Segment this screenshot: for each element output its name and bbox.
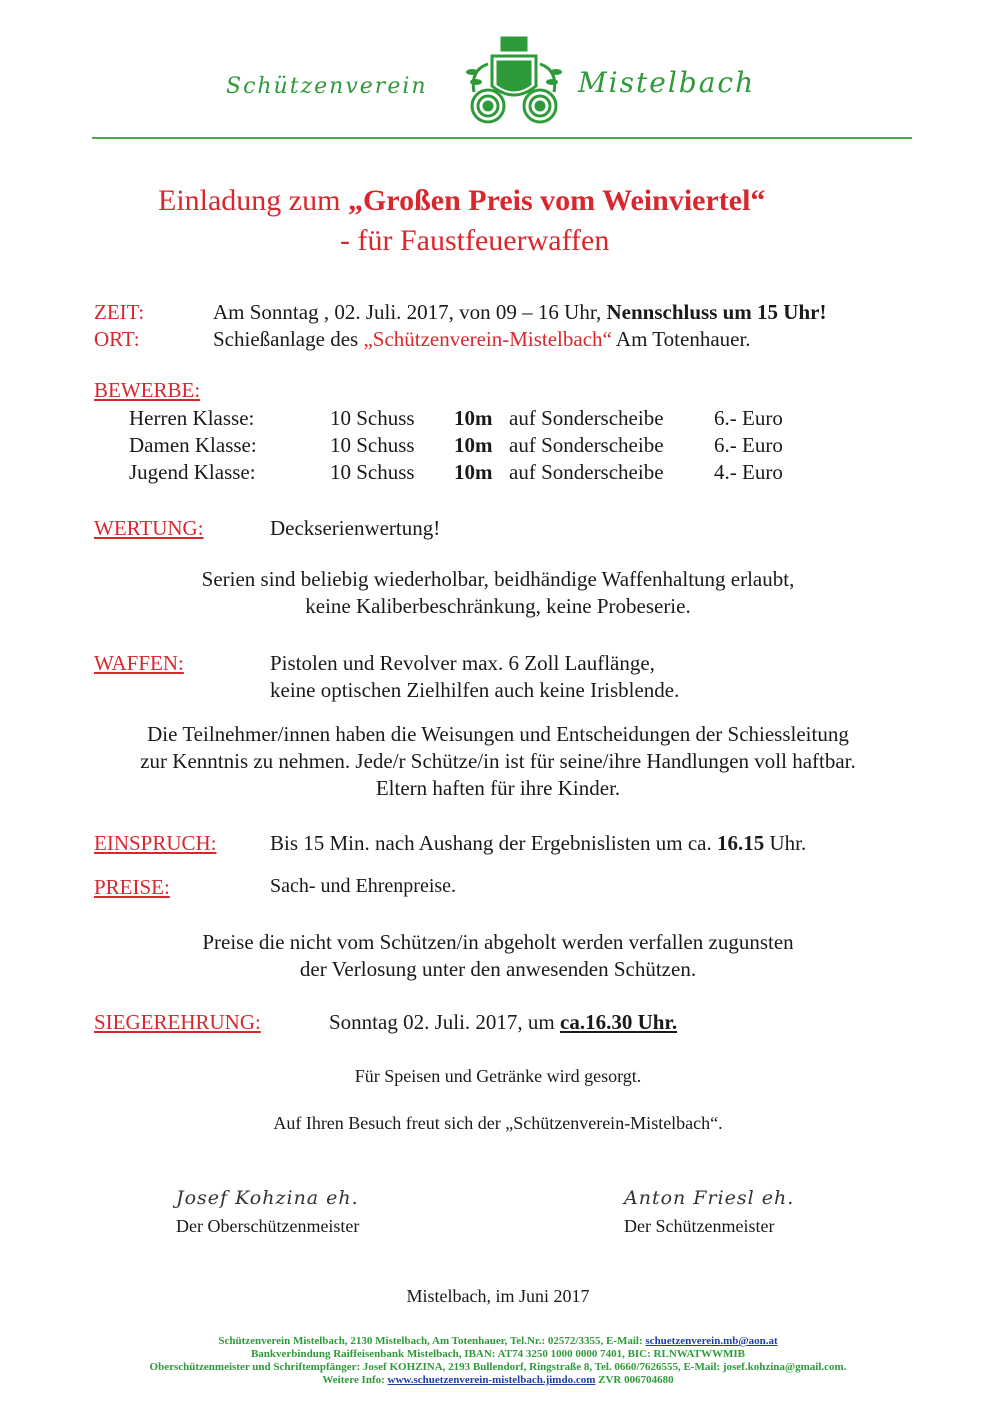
zeit-label: ZEIT: [94, 300, 145, 324]
bewerb-schuss: 10 Schuss [330, 460, 415, 484]
bewerb-scheibe: auf Sonderscheibe [509, 460, 664, 484]
bewerb-klasse: Herren Klasse: [129, 406, 255, 430]
siegerehrung-date: Sonntag 02. Juli. 2017, um [329, 1010, 561, 1034]
signature-right: Anton Friesl eh. [624, 1187, 795, 1209]
zeit-nennschluss: Nennschluss um 15 Uhr! [606, 300, 827, 324]
waffen-line-1: Pistolen und Revolver max. 6 Zoll Lauflänge, [270, 651, 655, 675]
footer-line-2: Bankverbindung Raiffeisenbank Mistelbach, IBAN: AT74 3250 1000 0000 7401, BIC: RLNWATWWMIB [250, 1348, 746, 1360]
preise-text: Sach- und Ehrenpreise. [270, 875, 457, 897]
footer-info-prefix: Weitere Info: [322, 1374, 388, 1386]
signature-left: Josef Kohzina eh. [176, 1187, 359, 1209]
wertung-note-1: Serien sind beliebig wiederholbar, beidhändige Waffenhaltung erlaubt, [201, 567, 795, 591]
footer-line-1 [0, 1335, 996, 1347]
siegerehrung-text [329, 1010, 677, 1035]
bewerb-distanz: 10m [454, 460, 493, 484]
bewerb-scheibe: auf Sonderscheibe [509, 433, 664, 457]
ort-pre: Schießanlage des [213, 327, 364, 351]
signature-right-title: Der Schützenmeister [624, 1216, 775, 1236]
zeit-text [213, 300, 826, 325]
preise-note-2: der Verlosung unter den anwesenden Schützen. [299, 957, 697, 981]
signature-left-title: Der Oberschützenmeister [176, 1216, 360, 1236]
invitation-subtitle: - für Faustfeuerwaffen [340, 224, 610, 257]
bewerb-scheibe: auf Sonderscheibe [509, 406, 664, 430]
einspruch-post: Uhr. [764, 831, 807, 855]
footer-zvr: ZVR 006704680 [595, 1374, 674, 1386]
bewerb-klasse: Jugend Klasse: [129, 460, 256, 484]
wertung-note-2: keine Kaliberbeschränkung, keine Probeserie. [305, 594, 691, 618]
einspruch-main: Bis 15 Min. nach Aushang der Ergebnislisten um ca. [270, 831, 717, 855]
invitation-title [158, 184, 765, 218]
besuch-text: Auf Ihren Besuch freut sich der „Schützenverein-Mistelbach“. [273, 1113, 723, 1133]
speisen-text: Für Speisen und Getränke wird gesorgt. [354, 1066, 642, 1086]
einspruch-text [270, 831, 806, 856]
letterhead-divider [92, 137, 912, 139]
ort-post: Am Totenhauer. [611, 327, 751, 351]
footer-email-link[interactable]: schuetzenverein.mb@aon.at [645, 1335, 778, 1347]
wertung-label: WERTUNG: [94, 516, 204, 540]
einspruch-label: EINSPRUCH: [94, 831, 217, 855]
letterhead-left: Schützenverein [226, 74, 428, 99]
bewerb-preis: 6.- Euro [714, 433, 783, 457]
bewerb-distanz: 10m [454, 433, 493, 457]
footer-line-3: Oberschützenmeister und Schriftempfänger: Josef KOHZINA, 2193 Bullendorf, Ringstraße 8, Tel. 0660/7626555, E-Mail: josef.kohzina@gmail.com. [149, 1361, 847, 1373]
footer-line-4 [0, 1374, 996, 1386]
bewerb-schuss: 10 Schuss [330, 406, 415, 430]
hinweis-line-1: Die Teilnehmer/innen haben die Weisungen und Entscheidungen der Schiessleitung [147, 722, 849, 746]
bewerb-preis: 6.- Euro [714, 406, 783, 430]
waffen-label: WAFFEN: [94, 651, 184, 675]
siegerehrung-time: ca.16.30 Uhr. [560, 1010, 678, 1034]
club-crest-logo [464, 34, 564, 132]
siegerehrung-label: SIEGEREHRUNG: [94, 1010, 261, 1034]
bewerbe-label: BEWERBE: [94, 378, 201, 402]
hinweis-line-3: Eltern haften für ihre Kinder. [375, 776, 621, 800]
zeit-date: Am Sonntag , 02. Juli. 2017, von 09 – 16 Uhr, [213, 300, 607, 324]
ort-label: ORT: [94, 327, 140, 351]
preise-note-1: Preise die nicht vom Schützen/in abgeholt werden verfallen zugunsten [202, 930, 794, 954]
hinweis-line-2: zur Kenntnis zu nehmen. Jede/r Schütze/in ist für seine/ihre Handlungen voll haftbar. [140, 749, 856, 773]
ort-club: „Schützenverein-Mistelbach“ [363, 327, 612, 351]
title-event-name: „Großen Preis vom Weinviertel“ [347, 184, 766, 217]
letterhead-right: Mistelbach [578, 66, 756, 99]
title-prefix: Einladung zum [158, 184, 348, 217]
footer-website-link[interactable]: www.schuetzenverein-mistelbach.jimdo.com [387, 1374, 596, 1386]
einspruch-time: 16.15 [716, 831, 765, 855]
preise-label: PREISE: [94, 875, 170, 899]
footer-address: Schützenverein Mistelbach, 2130 Mistelbach, Am Totenhauer, Tel.Nr.: 02572/3355, E-Mail: [218, 1335, 646, 1347]
ort-text [213, 327, 751, 352]
bewerb-preis: 4.- Euro [714, 460, 783, 484]
bewerb-distanz: 10m [454, 406, 493, 430]
bewerb-schuss: 10 Schuss [330, 433, 415, 457]
place-date: Mistelbach, im Juni 2017 [406, 1286, 590, 1306]
bewerb-klasse: Damen Klasse: [129, 433, 257, 457]
waffen-line-2: keine optischen Zielhilfen auch keine Irisblende. [270, 678, 680, 702]
wertung-text: Deckserienwertung! [270, 516, 441, 540]
